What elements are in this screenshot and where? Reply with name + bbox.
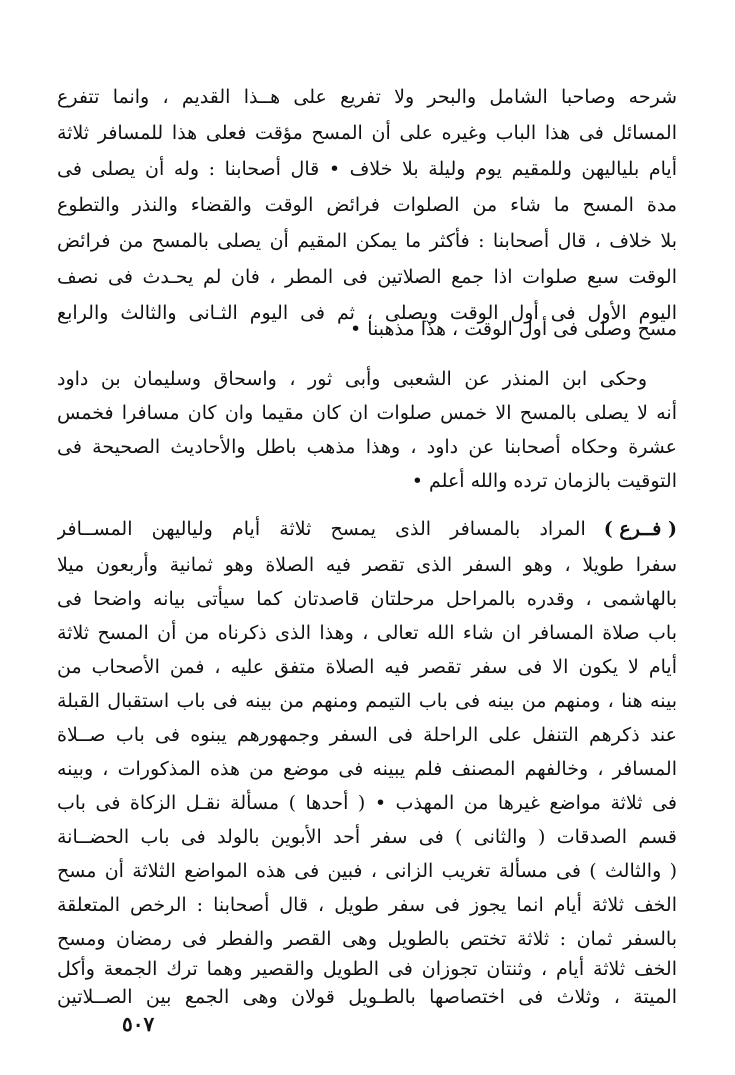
text-line: بالسفر ثمان : ثلاثة تختص بالطويل وهى القصر والفطر فى رمضان ومسح [57, 928, 677, 950]
text-line: فى ثلاثة مواضع غيرها من المهذب • ( أحدها ) مسألة نقـل الزكاة فى باب [57, 792, 677, 814]
text-line: اليوم الأول فى أول الوقت ويصلى ، ثم فى اليوم الثـانى والثالث والرابع [57, 302, 677, 324]
text-line: قسم الصدقات ( والثانى ) فى سفر أحد الأبوين بالولد فى باب الحضــانة [57, 826, 677, 848]
text-line: عشرة وحكاه أصحابنا عن داود ، وهذا مذهب باطل والأحاديث الصحيحة فى [57, 436, 677, 458]
text-line: أيام لا يكون الا فى سفر تقصر فيه الصلاة متفق عليه ، فمن الأصحاب من [57, 656, 677, 678]
text-line: المسافر ، وخالفهم المصنف فلم يبينه فى موضع من هذه المذكورات ، وبينه [57, 758, 677, 780]
text-line-last: مسح وصلى فى أول الوقت ، هذا مذهبنا • [350, 318, 677, 340]
text-line: مدة المسح ما شاء من الصلوات فرائض الوقت والقضاء والنذر والتطوع [57, 194, 677, 216]
text-line: أيام بلياليهن وللمقيم يوم وليلة بلا خلاف • قال أصحابنا : وله أن يصلى فى [57, 158, 677, 180]
text-line: أنه لا يصلى بالمسح الا خمس صلوات ان كان مقيما وان كان مسافرا فخمس [57, 402, 677, 424]
section-heading [57, 512, 677, 546]
text-line: الميتة ، وثلاث فى اختصاصها بالطـويل قولان وهى الجمع بين الصــلاتين [57, 986, 677, 1008]
text-line: الخف ثلاثة أيام ، وثنتان تجوزان فى الطويل والقصير وهما ترك الجمعة وأكل [57, 958, 677, 980]
text-line: المسائل فى هذا الباب وغيره على أن المسح مؤقت فعلى هذا للمسافر ثلاثة [57, 122, 677, 144]
section-label: ( فــرع ) [603, 518, 677, 540]
text-line: الخف ثلاثة أيام انما يجوز فى سفر طويل ، قال أصحابنا : الرخص المتعلقة [57, 894, 677, 916]
text-line: بينه هنا ، ومنهم من بينه فى باب التيمم ومنهم من بينه فى باب استقبال القبلة [57, 690, 677, 712]
text-line: ( والثالث ) فى مسألة تغريب الزانى ، فبين فى هذه المواضع الثلاثة أن مسح [57, 860, 677, 882]
page-number: ٥٠٧ [122, 1012, 155, 1036]
text-line: سفرا طويلا ، وهو السفر الذى تقصر فيه الصلاة وهو ثمانية وأربعون ميلا [57, 554, 677, 576]
text-line: بالهاشمى ، وقدره بالمراحل مرحلتان قاصدتان كما سيأتى بيانه واضحا فى [57, 588, 677, 610]
text-line: باب صلاة المسافر ان شاء الله تعالى ، وهذا الذى ذكرناه من أن المسح ثلاثة [57, 622, 677, 644]
text-line: شرحه وصاحبا الشامل والبحر ولا تفريع على هــذا القديم ، وانما تتفرع [57, 86, 677, 108]
section-heading-text: المراد بالمسافر الذى يمسح ثلاثة أيام ولياليهن المســافر [57, 518, 586, 540]
text-line: عند ذكرهم التنفل على الراحلة فى السفر وجمهورهم يبنوه فى باب صــلاة [57, 724, 677, 746]
text-line: بلا خلاف ، قال أصحابنا : فأكثر ما يمكن المقيم أن يصلى بالمسح من فرائض [57, 230, 677, 252]
text-line: وحكى ابن المنذر عن الشعبى وأبى ثور ، واسحاق وسليمان بن داود [57, 368, 647, 390]
text-line: الوقت سبع صلوات اذا جمع الصلاتين فى المطر ، فان لم يحـدث فى نصف [57, 266, 677, 288]
text-line-last: التوقيت بالزمان ترده والله أعلم • [411, 470, 677, 492]
